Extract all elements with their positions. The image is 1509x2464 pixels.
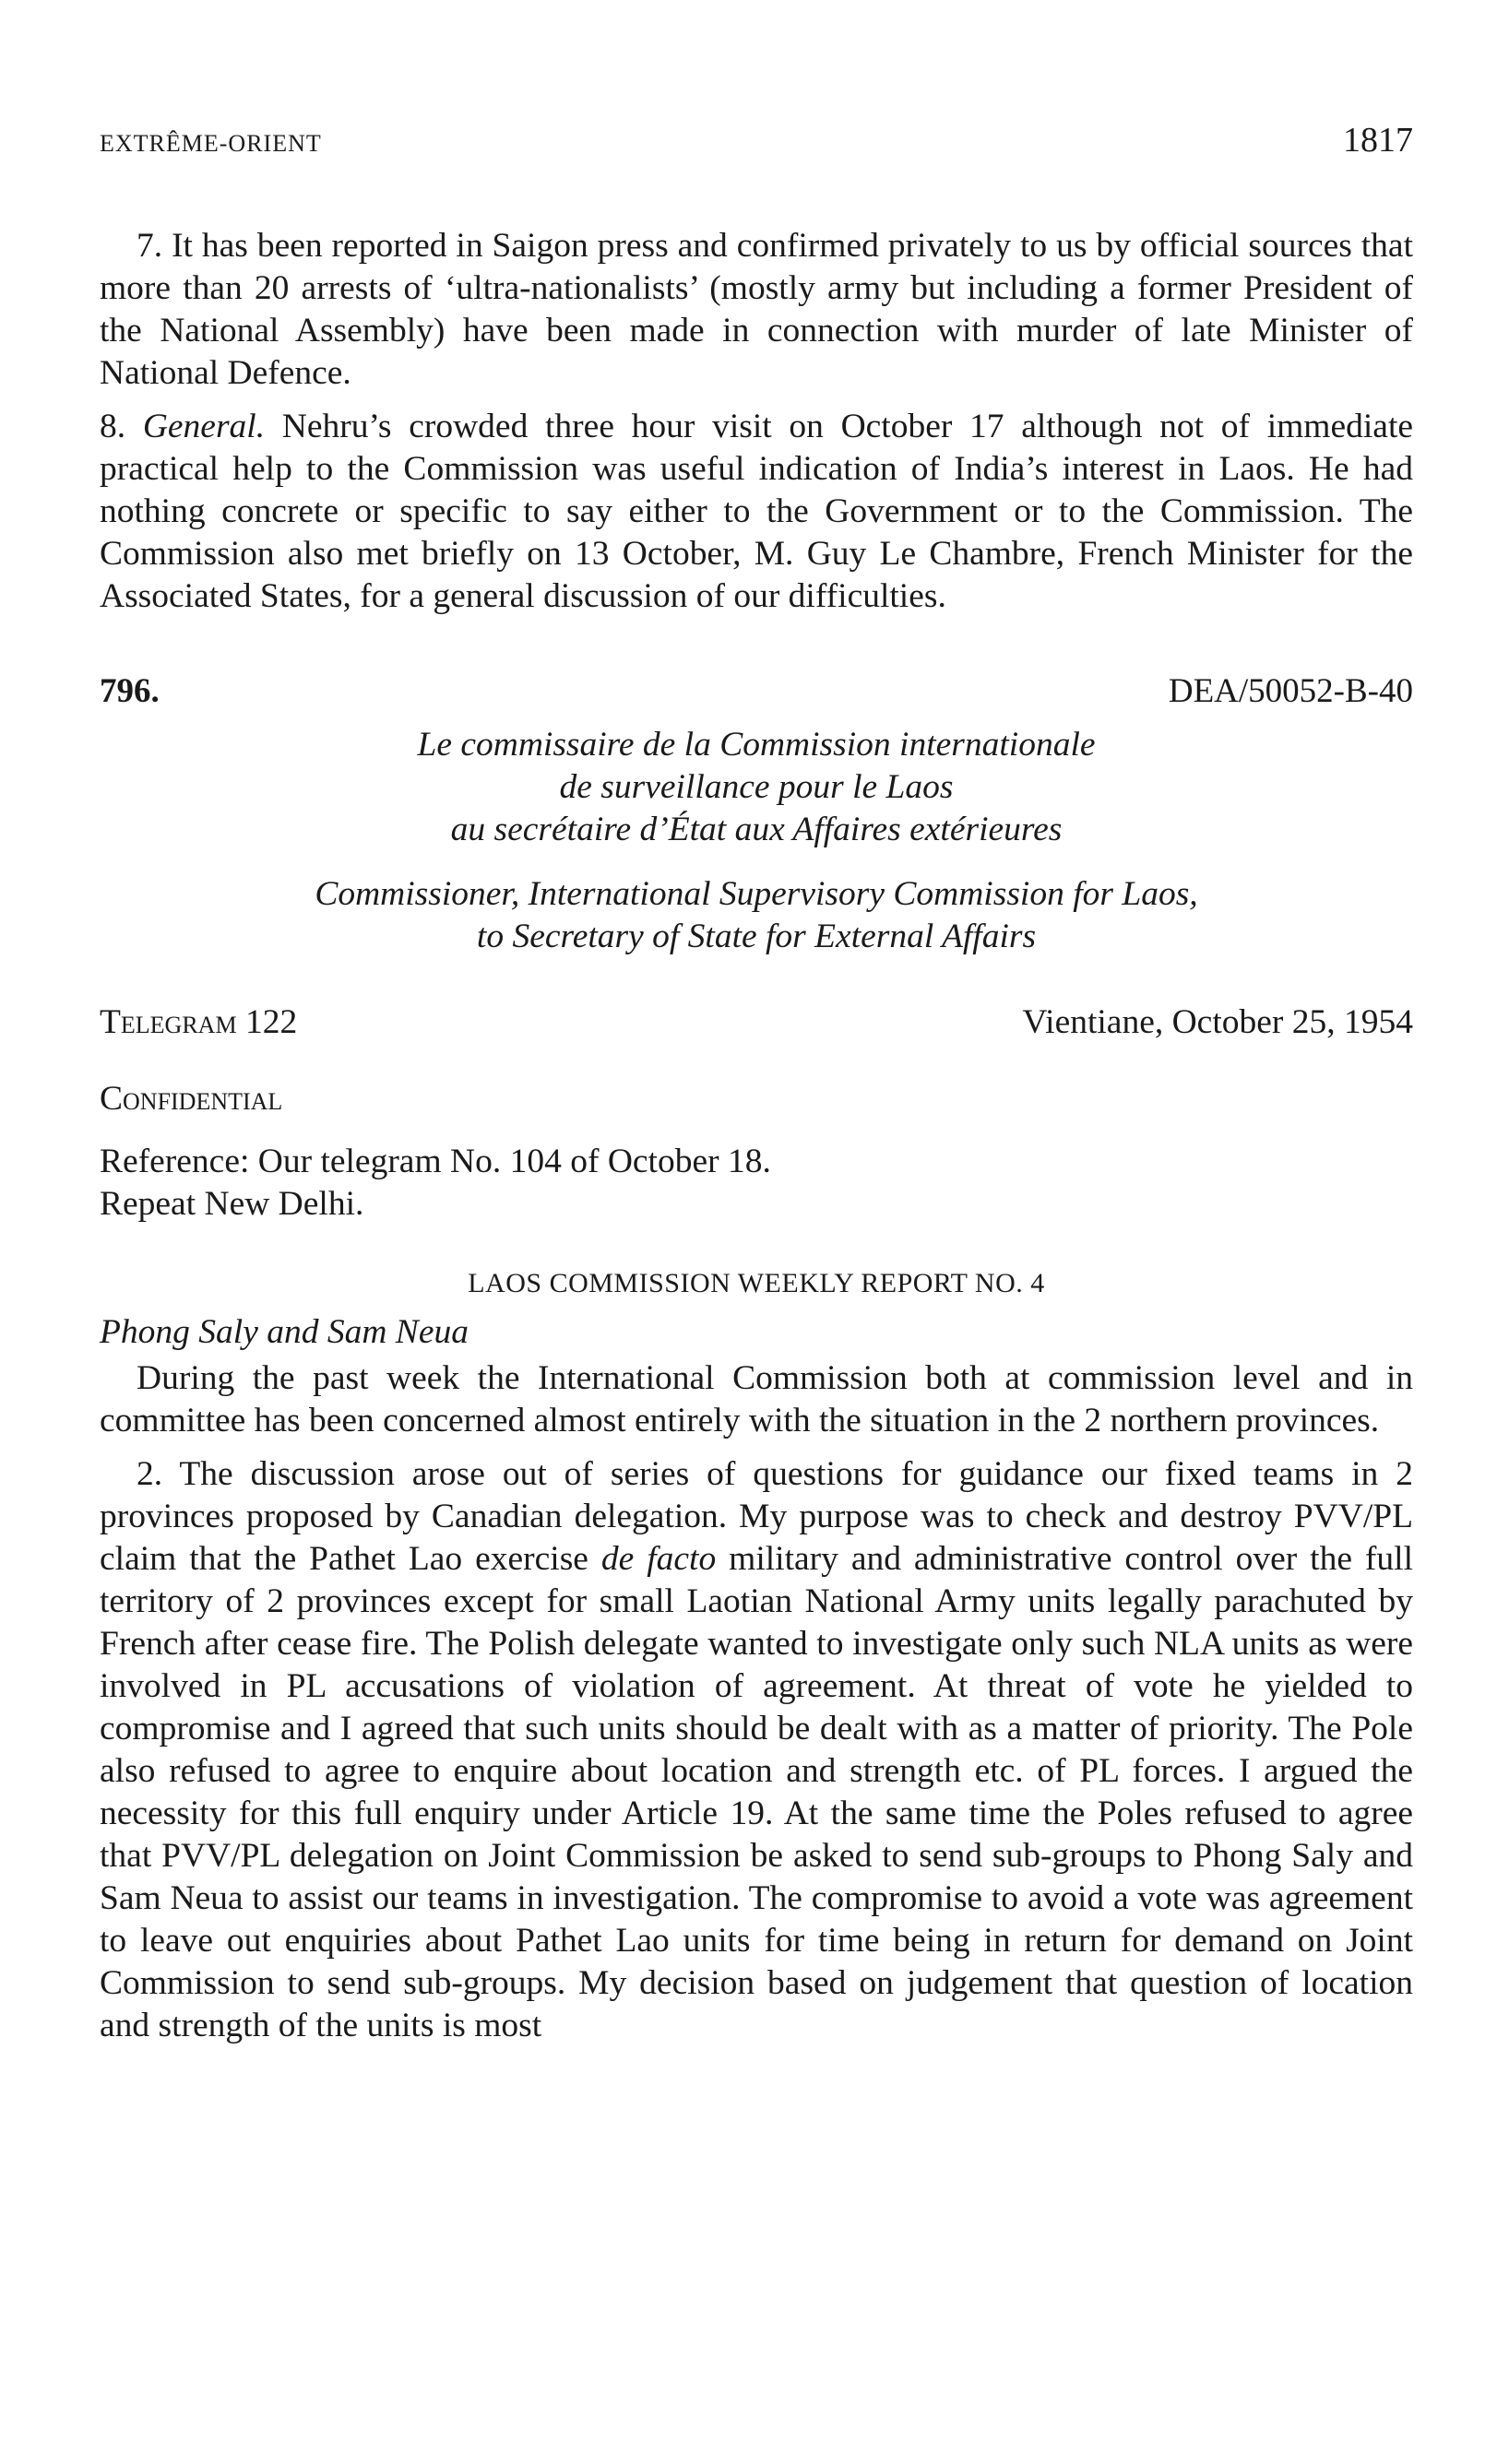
paragraph-2-rest: military and administrative control over the full territory of 2 provinces except for small Laotian National Army units legally parachuted by French after cease fire. The Polish delegate wanted to investigate only such NLA units as were involved in PL accusations of violation of agreement. At threat of vote he yielded to compromise and I agreed that such units should be dealt with as a matter of priority. The Pole also refused to agree to enquire about location and strength etc. of PL forces. I argued the necessity for this full enquiry under Article 19. At the same time the Poles refused to agree that PVV/PL delegation on Joint Commission be asked to send sub-groups to Phong Saly and Sam Neua to assist our teams in investigation. The compromise to avoid a vote was agreement to leave out enquiries about Pathet Lao units for time being in return for demand on Joint Commission to send sub-groups. My decision based on judgement that question of location and strength of the units is most [100,1540,1413,2044]
heading-english [100,873,1413,958]
repeat-line: Repeat New Delhi. [100,1185,364,1223]
heading-french-line: Le commissaire de la Commission internationale [417,726,1096,764]
sub-heading: Phong Saly and Sam Neua [100,1313,469,1351]
report-title: LAOS COMMISSION WEEKLY REPORT NO. 4 [468,1268,1045,1298]
paragraph-7: 7. It has been reported in Saigon press and confirmed privately to us by official sources that more than 20 arrests of ‘ultra-nationalists’ (mostly army but including a former President of the National Assembly) have been made in connection with murder of late Minister of National Defence. [100,227,1413,392]
running-title: EXTRÊME-ORIENT [100,130,322,157]
running-head [100,120,1413,160]
paragraph-8 [100,406,1413,618]
heading-english-line: Commissioner, International Supervisory Commission for Laos, [315,875,1198,913]
heading-french-line: de surveillance pour le Laos [559,768,954,806]
file-reference: DEA/50052-B-40 [1168,672,1413,710]
paragraph-2 [100,1453,1413,2047]
paragraph-2-start: 2. The discussion arose out of series of questions for guidance our fixed teams in 2 provinces proposed by Canadian delegation. My purpose was to check and destroy PVV/PL claim that the Pathet Lao exercise [100,1455,1413,1578]
document-head [100,671,1413,711]
classification: Confidential [100,1080,283,1118]
page-number: 1817 [1343,121,1413,160]
heading-french [100,724,1413,851]
document-page [100,120,1413,2058]
paragraph-2-emphasis: de facto [600,1540,717,1578]
paragraph-1: During the past week the International Commission both at commission level and in committee has been concerned almost entirely with the situation in the 2 northern provinces. [100,1359,1413,1439]
telegram-meta [100,1002,1413,1042]
reference-line: Reference: Our telegram No. 104 of October 18. [100,1143,771,1180]
telegram-number: Telegram 122 [100,1003,298,1041]
heading-english-line: to Secretary of State for External Affairs [476,918,1037,955]
heading-french-line: au secrétaire d’État aux Affaires extérieures [450,811,1063,848]
place-date: Vientiane, October 25, 1954 [1022,1003,1413,1041]
paragraph-8-lead: General. [142,408,266,445]
document-number: 796. [100,672,160,710]
paragraph-8-text: Nehru’s crowded three hour visit on October 17 although not of immediate practical help to the Commission was useful indication of India’s interest in Laos. He had nothing concrete or specific to say either to the Government or to the Commission. The Commission also met briefly on 13 October, M. Guy Le Chambre, French Minister for the Associated States, for a general discussion of our difficulties. [100,408,1414,615]
references [100,1141,1413,1226]
paragraph-8-number: 8. [100,408,143,445]
